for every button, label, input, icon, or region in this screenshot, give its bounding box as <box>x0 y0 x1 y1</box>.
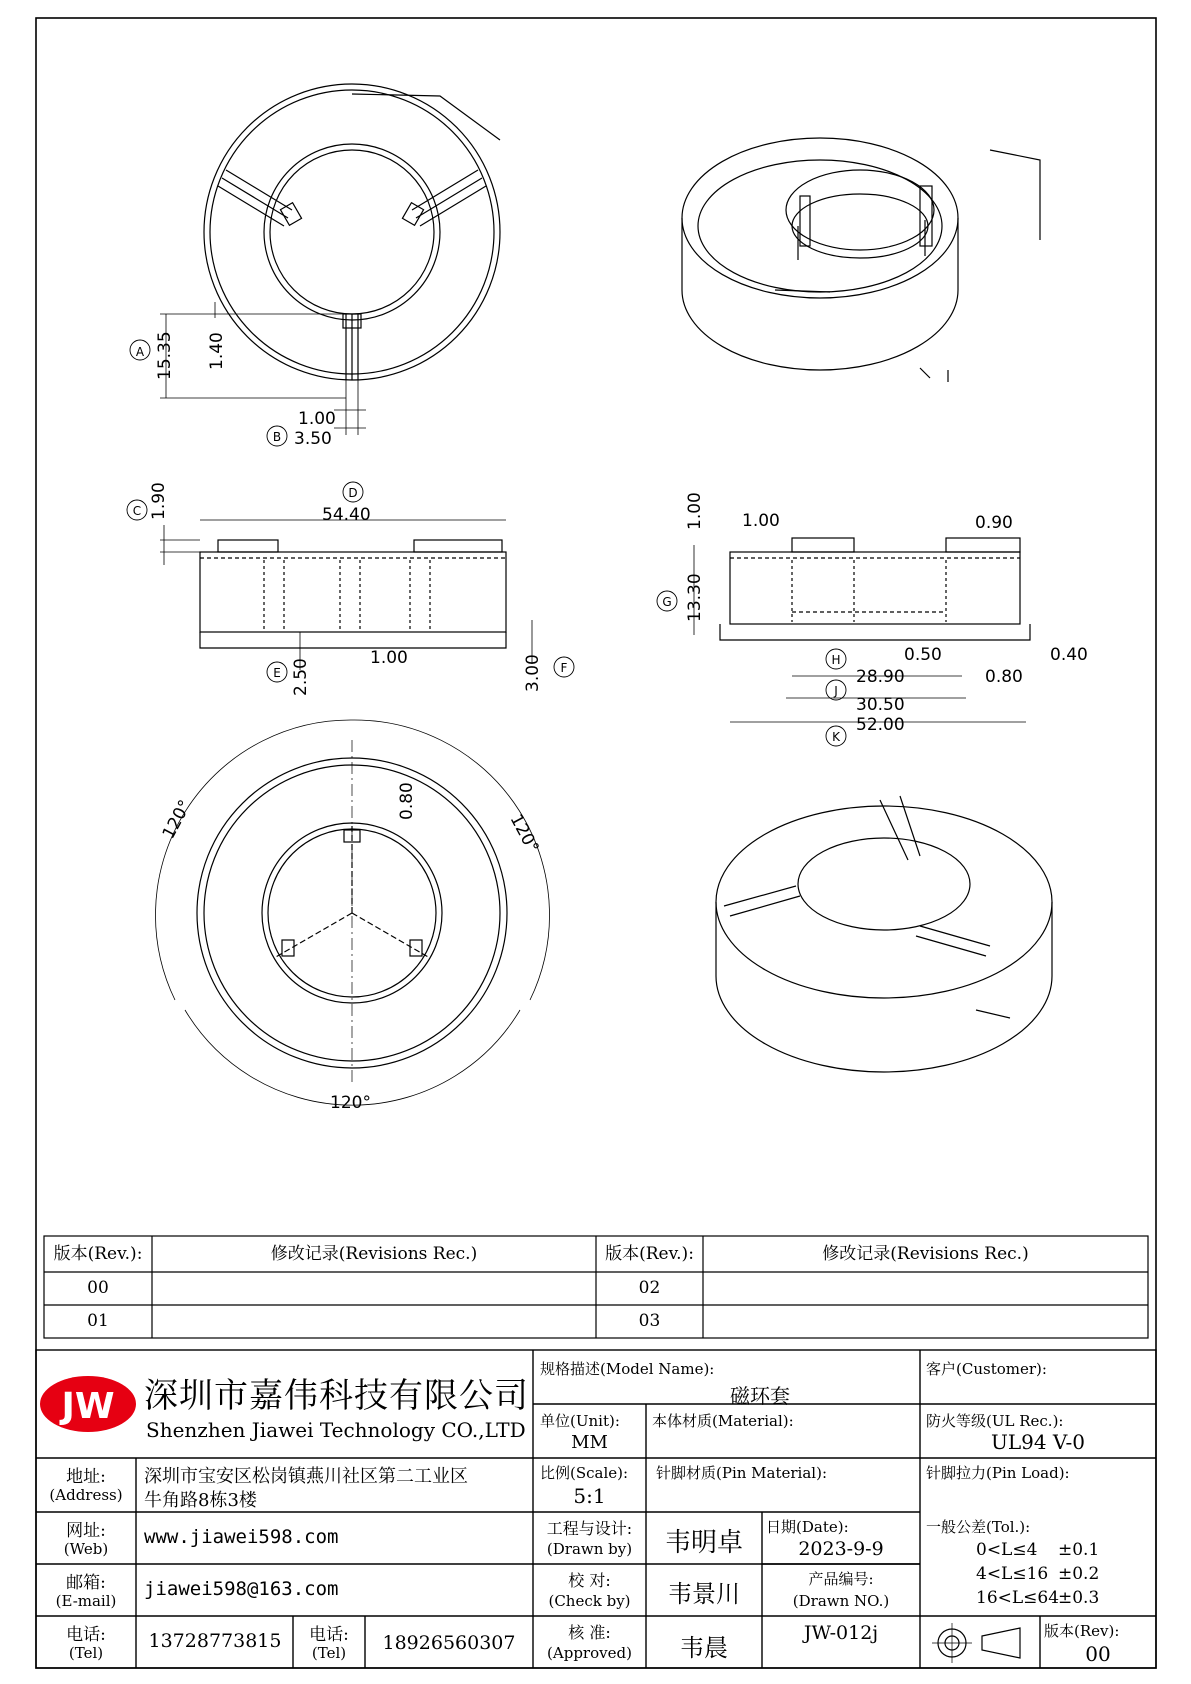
approved-label: 核 准: <box>568 1623 611 1642</box>
rev-row: 01 <box>87 1311 109 1331</box>
svg-text:F: F <box>560 661 568 675</box>
tol-label: 一般公差(Tol.): <box>926 1518 1031 1536</box>
svg-text:120°: 120° <box>158 796 196 843</box>
svg-text:H: H <box>831 653 841 667</box>
svg-text:JW: JW <box>61 1386 115 1427</box>
svg-text:0.90: 0.90 <box>975 513 1013 533</box>
approved-value: 韦晨 <box>680 1634 728 1662</box>
ul-value: UL94 V-0 <box>990 1430 1086 1454</box>
svg-text:0.50: 0.50 <box>904 645 942 665</box>
pin-material-label: 针脚材质(Pin Material): <box>656 1464 827 1482</box>
rev-row: 03 <box>638 1311 661 1331</box>
projection-symbol <box>932 1623 1020 1663</box>
bottom-view <box>155 720 549 1105</box>
material-label: 本体材质(Material): <box>652 1412 794 1430</box>
svg-text:J: J <box>834 684 838 698</box>
drawn-no-label-en: (Drawn NO.) <box>792 1592 890 1610</box>
svg-text:2.50: 2.50 <box>291 658 311 696</box>
drawn-no-value: JW-012j <box>803 1622 879 1644</box>
svg-text:54.40: 54.40 <box>322 505 371 525</box>
tol-value: ±0.1 <box>1058 1540 1100 1560</box>
tel-value: 13728773815 <box>148 1630 282 1652</box>
company-name-cn: 深圳市嘉伟科技有限公司 <box>144 1376 529 1416</box>
model-value: 磁环套 <box>730 1384 790 1408</box>
unit-label: 单位(Unit): <box>540 1412 620 1430</box>
svg-text:3.00: 3.00 <box>523 654 543 692</box>
web-link[interactable]: www.jiawei598.com <box>144 1526 339 1548</box>
side-view-right <box>657 538 1030 746</box>
email-label-en: (E-mail) <box>55 1592 117 1610</box>
svg-text:1.00: 1.00 <box>685 492 705 530</box>
rev-label: 版本(Rev): <box>1044 1622 1120 1640</box>
svg-text:13.30: 13.30 <box>685 573 705 622</box>
svg-text:120°: 120° <box>505 810 543 857</box>
svg-text:120°: 120° <box>330 1093 371 1113</box>
check-label-en: (Check by) <box>548 1592 631 1610</box>
company-logo <box>40 1376 136 1432</box>
svg-text:1.00: 1.00 <box>742 511 780 531</box>
rec-header-left: 修改记录(Revisions Rec.) <box>270 1244 478 1264</box>
check-value: 韦景川 <box>668 1580 740 1608</box>
svg-text:1.00: 1.00 <box>298 409 336 429</box>
drawn-value: 韦明卓 <box>664 1528 743 1558</box>
address-label-en: (Address) <box>49 1486 123 1504</box>
tel-value: 18926560307 <box>382 1632 516 1654</box>
svg-text:C: C <box>132 504 142 518</box>
svg-text:0.80: 0.80 <box>397 782 417 820</box>
svg-text:K: K <box>832 730 840 744</box>
rev-value: 00 <box>1085 1642 1111 1666</box>
rev-row: 02 <box>638 1278 661 1298</box>
drawn-label-en: (Drawn by) <box>546 1540 633 1558</box>
rev-header-left: 版本(Rev.): <box>53 1244 143 1264</box>
ul-label: 防火等级(UL Rec.): <box>926 1412 1064 1430</box>
address-label: 地址: <box>66 1467 106 1487</box>
web-label-en: (Web) <box>63 1540 109 1558</box>
svg-text:3.50: 3.50 <box>294 429 332 449</box>
svg-text:D: D <box>348 486 358 500</box>
svg-text:B: B <box>272 430 282 444</box>
model-label: 规格描述(Model Name): <box>540 1360 715 1378</box>
tol-value: ±0.3 <box>1058 1588 1100 1608</box>
svg-text:28.90: 28.90 <box>856 667 905 687</box>
rev-row: 00 <box>87 1278 109 1298</box>
top-view <box>130 84 500 446</box>
rec-header-right: 修改记录(Revisions Rec.) <box>822 1244 1029 1264</box>
svg-text:G: G <box>662 595 672 609</box>
tel-label: 电话: <box>309 1625 349 1645</box>
isometric-bottom <box>716 796 1052 1072</box>
email-link[interactable]: jiawei598@163.com <box>144 1578 339 1600</box>
rev-header-right: 版本(Rev.): <box>605 1244 694 1264</box>
svg-text:0.80: 0.80 <box>985 667 1023 687</box>
scale-value: 5:1 <box>573 1484 606 1508</box>
company-name-en: Shenzhen Jiawei Technology CO.,LTD <box>146 1418 526 1442</box>
tol-range: 16<L≤64 <box>976 1588 1060 1608</box>
customer-label: 客户(Customer): <box>926 1360 1047 1378</box>
svg-text:30.50: 30.50 <box>856 695 905 715</box>
svg-text:1.40: 1.40 <box>207 332 227 370</box>
svg-text:15.35: 15.35 <box>155 331 175 380</box>
tol-range: 0<L≤4 <box>976 1540 1038 1560</box>
tel-label-en: (Tel) <box>311 1644 347 1662</box>
tol-range: 4<L≤16 <box>976 1564 1049 1584</box>
check-label: 校 对: <box>568 1571 611 1590</box>
pin-load-label: 针脚拉力(Pin Load): <box>926 1464 1070 1482</box>
tel-label-en: (Tel) <box>68 1644 104 1662</box>
unit-value: MM <box>571 1432 608 1453</box>
date-value: 2023-9-9 <box>798 1538 884 1560</box>
svg-text:1.90: 1.90 <box>149 482 169 520</box>
scale-label: 比例(Scale): <box>540 1464 629 1482</box>
tol-value: ±0.2 <box>1058 1564 1100 1584</box>
svg-text:52.00: 52.00 <box>856 715 905 735</box>
svg-text:0.40: 0.40 <box>1050 645 1088 665</box>
drawn-label: 工程与设计: <box>546 1519 633 1538</box>
svg-text:E: E <box>273 666 281 680</box>
drawn-no-label: 产品编号: <box>808 1570 874 1588</box>
svg-text:A: A <box>135 345 145 359</box>
svg-text:1.00: 1.00 <box>370 648 408 668</box>
isometric-top <box>682 138 1040 382</box>
address-line1: 深圳市宝安区松岗镇燕川社区第二工业区 <box>144 1466 468 1487</box>
tel-label: 电话: <box>66 1625 106 1645</box>
approved-label-en: (Approved) <box>547 1644 632 1662</box>
email-label: 邮箱: <box>66 1573 106 1593</box>
address-line2: 牛角路8栋3楼 <box>144 1490 257 1511</box>
date-label: 日期(Date): <box>766 1518 849 1536</box>
web-label: 网址: <box>66 1521 106 1541</box>
